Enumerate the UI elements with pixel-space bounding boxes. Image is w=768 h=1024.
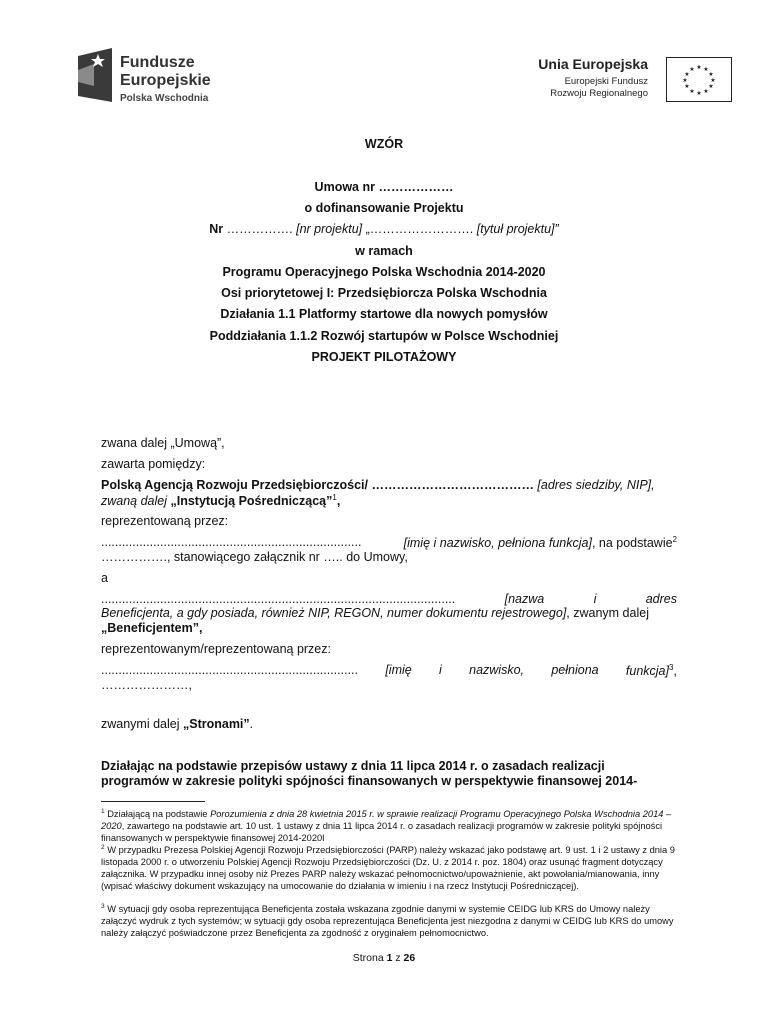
svg-text:★: ★ (684, 71, 690, 78)
poddzialanie-line: Poddziałania 1.1.2 Rozwój startupów w Polsce Wschodniej (209, 329, 559, 343)
eu-flag-icon (666, 57, 732, 102)
footnote-3: $^3$ W sytuacji gdy osoba reprezentująca Beneficjenta została wskazana zgodnie danymi w systemie CEIDG lub KRS do Umowy należy załączyć wydruk z tych systemów; w sytuacji gdy osoba reprezentująca Beneficjenta jest niezgodna z danymi w CEIDG lub KRS do umowy należy załączyć poświadczone przez Beneficjenta za zgodność z oryginałem pełnomocnictwo. (101, 903, 674, 939)
left-logo-line1: Fundusze (120, 54, 195, 71)
left-logo-line3: Polska Wschodnia (120, 93, 209, 104)
svg-text:★: ★ (684, 83, 690, 90)
w-ramach: w ramach (355, 244, 413, 258)
svg-text:★: ★ (689, 88, 695, 95)
reprezentowanym-przez: reprezentowanym/reprezentowaną przez: (101, 642, 331, 656)
projekt-pilotazowy: PROJEKT PILOTAŻOWY (311, 350, 457, 364)
os-priorytetowa-line: Osi priorytetowej I: Przedsiębiorcza Polska Wschodnia (221, 286, 547, 300)
svg-text:★: ★ (710, 77, 716, 84)
zalacznik-line: ……………., stanowiącego załącznik nr ….. do Umowy, (101, 550, 408, 564)
svg-text:★: ★ (703, 66, 709, 73)
fundusze-europejskie-logo (68, 40, 228, 118)
page-counter: Strona 1 z 26 (352, 952, 416, 964)
o-dofinansowanie: o dofinansowanie Projektu (304, 201, 464, 215)
dzialanie-line: Działania 1.1 Platformy startowe dla nowych pomysłów (220, 307, 548, 321)
program-line: Programu Operacyjnego Polska Wschodnia 2014-2020 (222, 265, 546, 279)
zwana-umowa: zwana dalej „Umową”, (101, 436, 225, 450)
dzialajac-line-1: Działając na podstawie przepisów ustawy z dnia 11 lipca 2014 r. o zasadach realizacji (101, 759, 605, 773)
zwanymi-stronami: zwanymi dalej „Stronami”. (101, 717, 254, 731)
right-logo-line3: Rozwoju Regionalnego (550, 88, 648, 99)
svg-text:★: ★ (696, 90, 702, 97)
footnote-1: $^1$ Działającą na podstawie Porozumienia z dnia 28 kwietnia 2015 r. w sprawie realizacji Programu Operacyjnego Polska Wschodnia 2014 – 2020, zawartego na podstawie art. 10 ust. 1 ustawy z dnia 11 lipca 2014 r. o zasadach realizacji programów w zakresie polityki spójności finansowanych w perspektywie finansowej 2014-2020l (101, 808, 672, 844)
svg-text:★: ★ (689, 66, 695, 73)
svg-text:★: ★ (696, 64, 702, 71)
unia-europejska-logo (522, 42, 736, 106)
svg-text:★: ★ (708, 83, 714, 90)
beneficjent-bold: „Beneficjentem”, (101, 621, 203, 635)
footnote-2: $^2$ W przypadku Prezesa Polskiej Agencji Rozwoju Przedsiębiorczości (PARP) należy wskazać jako podstawę art. 9 ust. 1 i 2 ustawy z dnia 9 listopada 2000 r. o utworzeniu Polskiej Agencji Rozwoju Przedsiębiorczości (Dz. U. z 2014 r. poz. 1804) oraz usunąć fragment dotyczący załącznika. W przypadku innej osoby niż Prezes PARP należy wskazać pełnomocnictwo/upoważnienie, akt powołania/mianowania, inny (wpisać właściwy dokument wskazujący na umocowanie do działania w imieniu i na rzecz Instytucji Pośredniczącej). (101, 844, 675, 892)
right-logo-line1: Unia Europejska (538, 56, 648, 72)
parp-line: Polską Agencją Rozwoju Przedsiębiorczości/ ………………………………… [adres siedziby, NIP], (101, 478, 655, 492)
dzialajac-line-2: programów w zakresie polityki spójności finansowanych w perspektywie finansowej 2014- (101, 774, 638, 788)
signatory-line-1: ........................................................................... [imię i nazwisko, pełniona funkcja], na podstawie$^2$ (101, 535, 677, 551)
nr-projektu-line: Nr ……………. [nr projektu] „……………………. [tytuł projektu]” (209, 222, 559, 236)
instytucja-posredniczaca-line: zwaną dalej „Instytucją Pośredniczącą”$^1$, (101, 493, 341, 509)
fundusze-europejskie-emblem-icon (76, 46, 114, 104)
signatory-dots-end: …………………, (101, 678, 192, 692)
beneficjent-desc-line: Beneficjenta, a gdy posiada, również NIP, REGON, numer dokumentu rejestrowego], zwanym dalej (101, 606, 649, 620)
zawarta-pomiedzy: zawarta pomiędzy: (101, 457, 206, 471)
footnote-separator (101, 801, 205, 802)
svg-text:★: ★ (708, 71, 714, 78)
right-logo-line2: Europejski Fundusz (564, 76, 648, 87)
svg-text:★: ★ (703, 88, 709, 95)
signatory-line-2: .......................................................................... [imię i nazwisko, pełniona funkcja]$^3$, (101, 663, 677, 679)
beneficjent-dots-line: ...................................................................................................... [nazwa i adres (101, 592, 677, 606)
svg-text:★: ★ (682, 77, 688, 84)
reprezentowana-przez: reprezentowaną przez: (101, 514, 229, 528)
left-logo-line2: Europejskie (120, 72, 211, 89)
a-conjunction: a (101, 571, 108, 585)
umowa-nr: Umowa nr ……………… (314, 180, 454, 194)
wzor-heading: WZÓR (364, 137, 404, 151)
